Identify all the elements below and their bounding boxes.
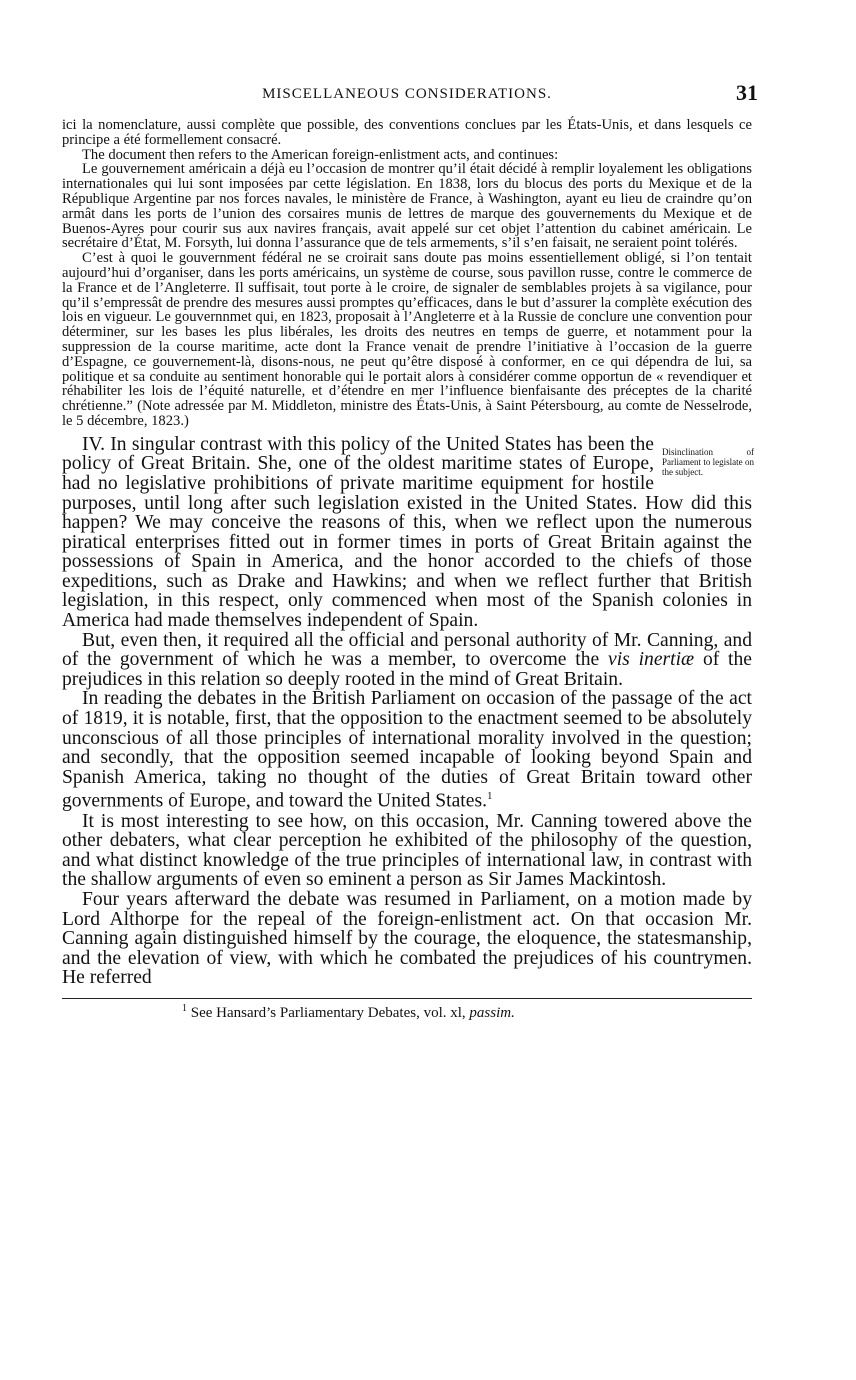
body-paragraph-2-text-a: But, even then, it required all the official and personal authority of Mr. Canning, and of the government of which he was a member, to overcome the bbox=[62, 629, 752, 671]
quote-paragraph-4: C’est à quoi le gouvernment fédéral ne se croirait sans doute pas moins essentiellement obligé, si l’on tentait aujourd’hui d’organiser, dans les ports américains, un système de course, sous pavillon russe, contre le commerce de la France et de l’Angleterre. Il suffisait, tout porte à le croire, de signaler de semblables projets à sa vigilance, pour qu’il s’empressât de prendre des mesures aussi promptes qu’efficaces, dans le but d’assurer la complète exécution des lois en vigueur. Le gouvernnmet qui, en 1823, proposait à l’Angleterre et à la Russie de conclure une convention pour déterminer, sur les bases les plus libérales, les droits des neutres en temps de guerre, et notamment pour la suppression de la course maritime, acte dont la France venait de prendre l’initiative à l’occasion de la guerre d’Espagne, ce gouvernement-là, disons-nous, ne peut qu’être disposé à conformer, en ce qui dépendra de lui, sa politique et sa conduite au sentiment honorable qui le portait alors à considérer comme opportun de « revendiquer et réhabiliter les lois de l’équité naturelle, et d’étendre en mer l’influence bienfaisante des préceptes de la charité chrétienne.” (Note adressée par M. Middleton, ministre des États-Unis, à Saint Pétersbourg, au comte de Nesselrode, le 5 décembre, 1823.) bbox=[62, 250, 752, 429]
quote-paragraph-1: ici la nomenclature, aussi complète que possible, des conventions conclues par les États-Unis, et dans lesquels ce principe a été formellement consacré. bbox=[62, 117, 752, 148]
quote-paragraph-3: Le gouvernement américain a déjà eu l’occasion de montrer qu’il était décidé à remplir loyalement les obligations internationales qui lui sont imposées par cette législation. En 1838, lors du blocus des ports du Mexique et de la République Argentine par nos forces navales, le ministère de France, à Washington, ayant eu lieu de craindre qu’on armât dans les ports de l’union des corsaires munis de lettres de marque des gouvernements du Mexique et de Buenos-Ayres pour courir sus aux navires français, avait appelé sur cet objet l’attention du cabinet américain. Le secrétaire d’État, M. Forsyth, lui donna l’assurance que de tels armements, s’il s’en faisait, ne seraient point tolérés. bbox=[62, 161, 752, 252]
body-paragraph-2 bbox=[62, 631, 752, 690]
body-paragraph-3-text: In reading the debates in the British Parliament on occasion of the passage of the act of 1819, it is notable, first, that the opposition to the enactment seemed to be absolutely unconscious of all those principles of international morality involved in the question; and secondly, that the opposition seemed incapable of looking beyond Spain and Spanish America, taking no thought of the duties of Great Britain toward other governments of Europe, and toward the United States. bbox=[62, 688, 752, 812]
body-paragraph-2-text-b: of the prejudices in this relation so deeply rooted in the mind of Great Britain. bbox=[62, 649, 752, 690]
page bbox=[62, 80, 758, 1022]
running-title: MISCELLANEOUS CONSIDERATIONS. bbox=[262, 86, 552, 102]
body-paragraph-1: IV. In singular contrast with this policy of the United States has been the policy of Great Britain. She, one of the oldest maritime states of Europe, had no legislative prohibitions of private maritime equipment for hostile purposes, until long after such legislation existed in the United States. How did this happen? We may conceive the reasons of this, when we reflect upon the numerous piratical enterprises fitted out in former times in ports of Great Britain against the possessions of Spain in America, and the honor accorded to the chiefs of those expeditions, such as Drake and Hawkins; and when we reflect further that British legislation, in this respect, only commenced when most of the Spanish colonies in America had made themselves independent of Spain. bbox=[62, 433, 752, 632]
footnote-emphasis: passim. bbox=[469, 1004, 515, 1021]
latin-phrase: vis inertiæ bbox=[608, 649, 695, 671]
body-paragraph-3 bbox=[62, 689, 752, 811]
footnote-reference[interactable]: 1 bbox=[486, 790, 493, 803]
footnote bbox=[62, 1003, 752, 1022]
main-text bbox=[62, 435, 752, 988]
footnote-text: See Hansard’s Parliamentary Debates, vol. xl, bbox=[187, 1004, 470, 1021]
page-number: 31 bbox=[736, 80, 758, 105]
running-header bbox=[62, 80, 758, 110]
footnote-divider bbox=[62, 998, 752, 999]
margin-note: Disinclination of Parliament to legislate on the subject. bbox=[662, 446, 754, 477]
quoted-dispatch bbox=[62, 118, 752, 429]
body-paragraph-5: Four years afterward the debate was resumed in Parliament, on a motion made by Lord Althorpe for the repeal of the foreign-enlistment act. On that occasion Mr. Canning again distinguished himself by the courage, the eloquence, the statesmanship, and the elevation of view, with which he combated the prejudices of his countrymen. He referred bbox=[62, 888, 752, 989]
footnote-mark: 1 bbox=[182, 1002, 187, 1014]
body-paragraph-4: It is most interesting to see how, on this occasion, Mr. Canning towered above the other debaters, what clear perception he exhibited of the philosophy of the question, and what distinct knowledge of the true principles of international law, in contrast with the shallow arguments of even so eminent a person as Sir James Mackintosh. bbox=[62, 810, 752, 891]
quote-paragraph-2: The document then refers to the American foreign-enlistment acts, and continues: bbox=[82, 146, 559, 163]
